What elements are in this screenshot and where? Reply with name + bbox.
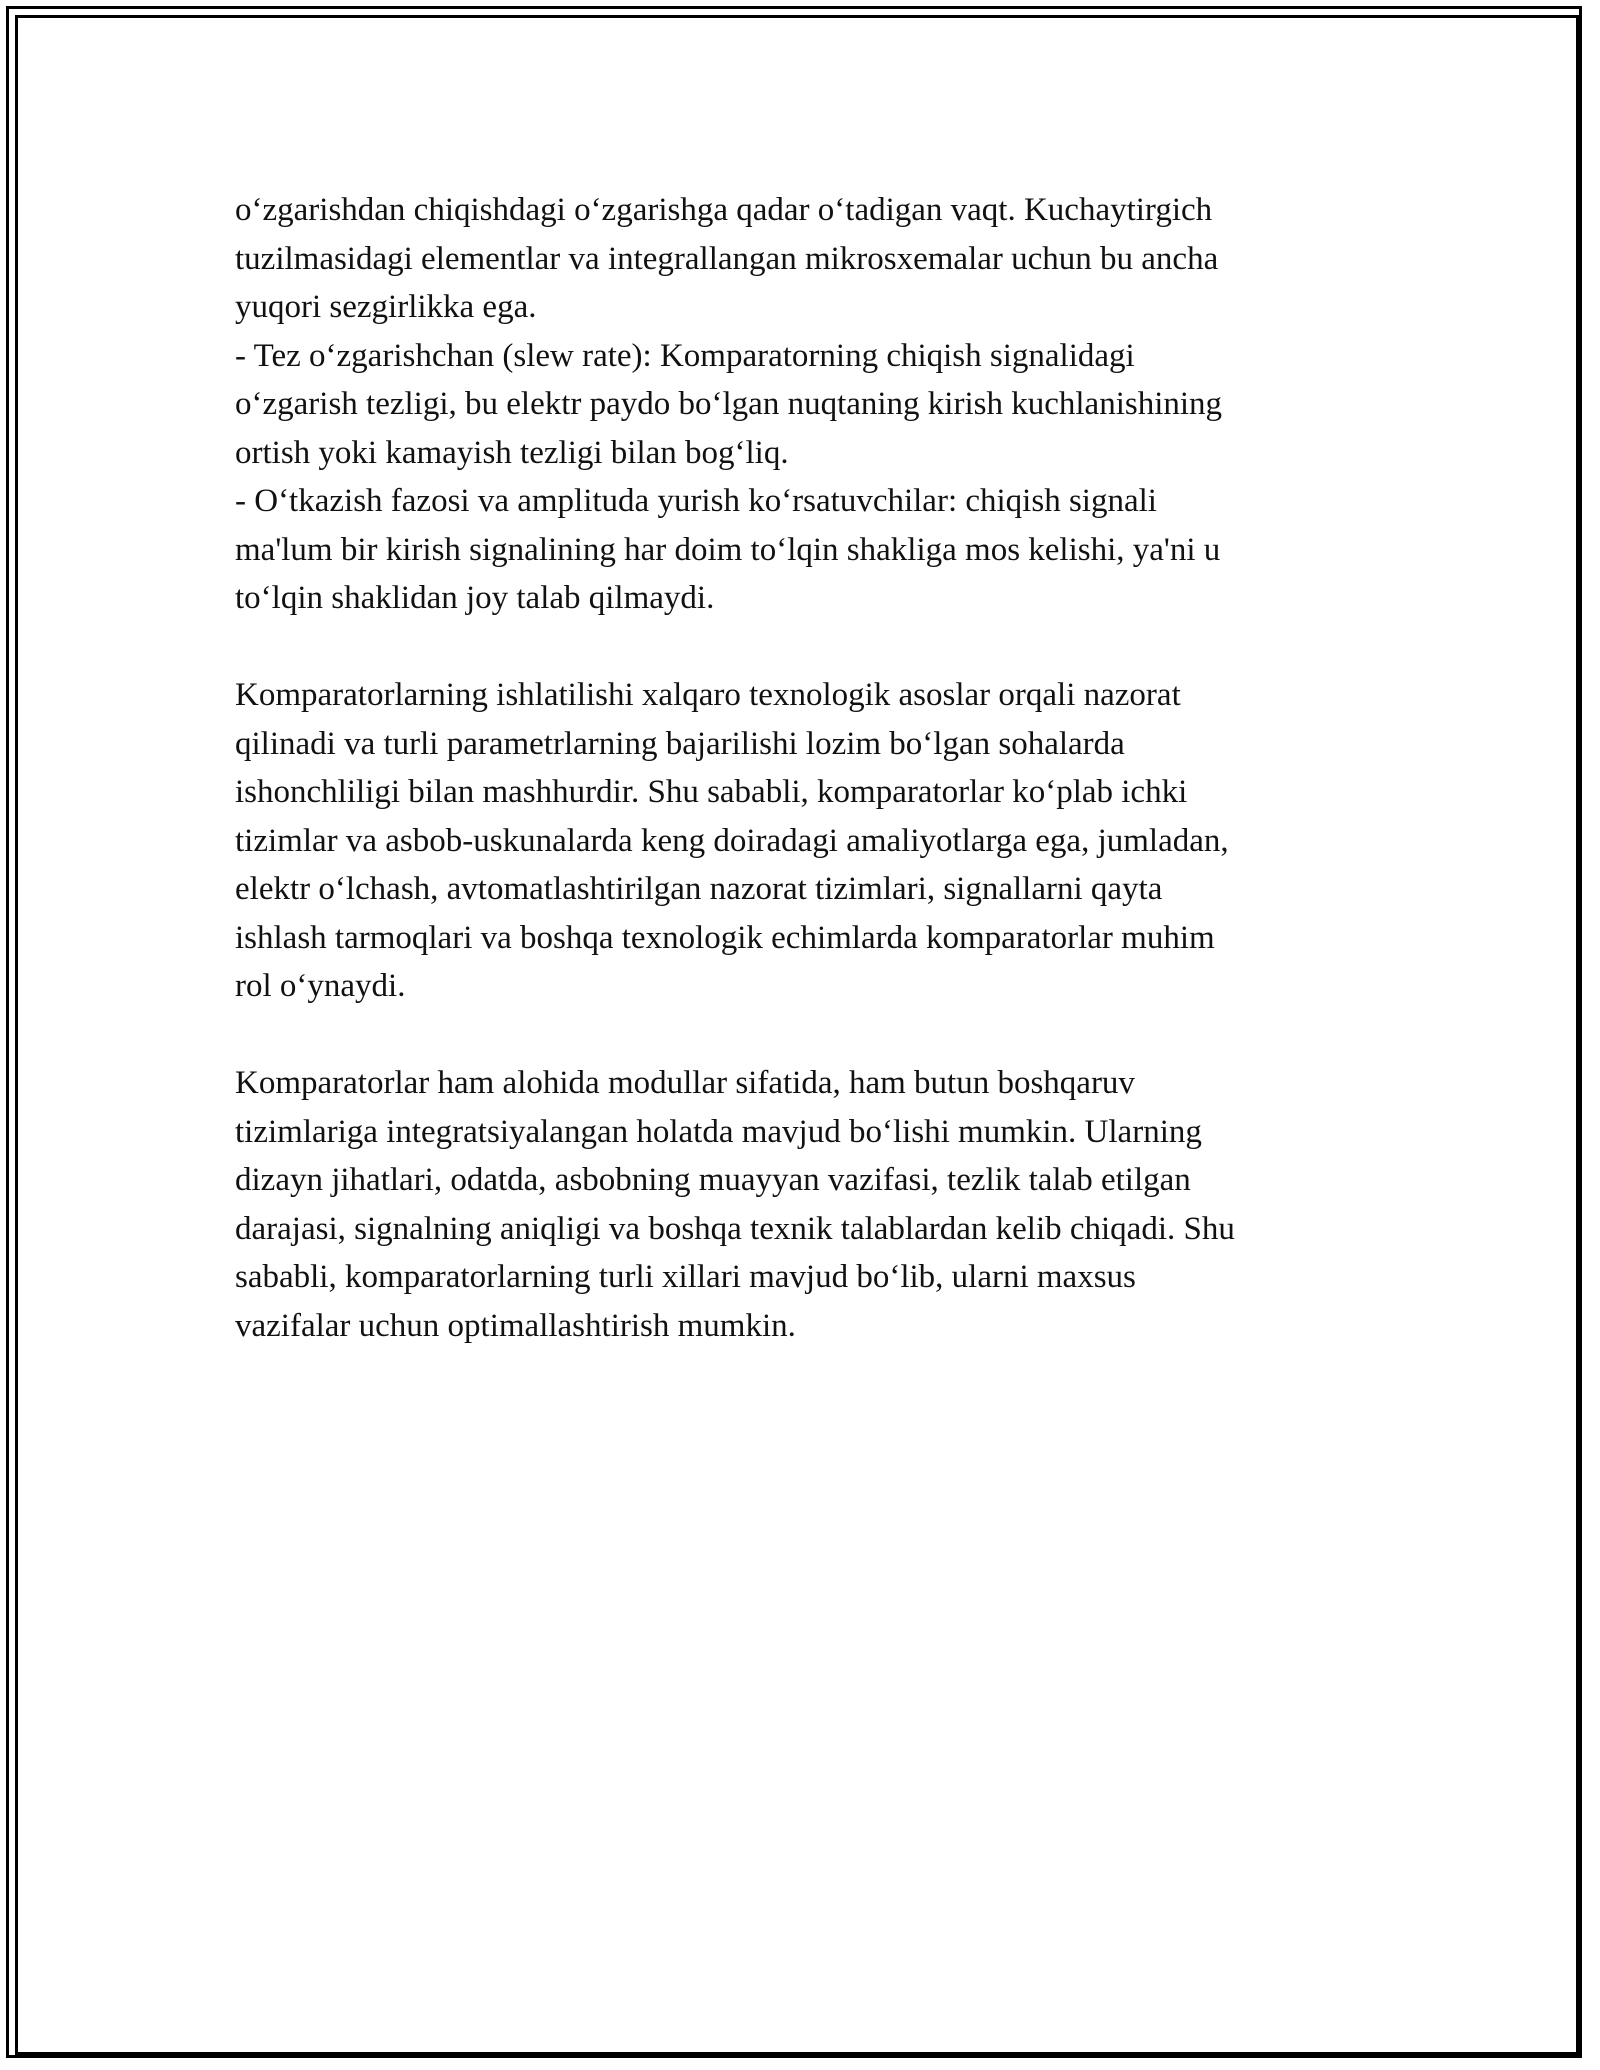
paragraph-1 xyxy=(235,186,1375,623)
text-line: Komparatorlar ham alohida modullar sifatida, ham butun boshqaruv xyxy=(235,1065,1135,1101)
text-line: dizayn jihatlari, odatda, asbobning muayyan vazifasi, tezlik talab etilgan xyxy=(235,1162,1191,1198)
text-line: rol o‘ynaydi. xyxy=(235,968,406,1004)
text-line: qilinadi va turli parametrlarning bajarilishi lozim bo‘lgan sohalarda xyxy=(235,725,1125,762)
text-line: Komparatorlarning ishlatilishi xalqaro texnologik asoslar orqali nazorat xyxy=(235,677,1181,713)
paragraph-spacer xyxy=(235,1011,1375,1060)
text-line: - Tez o‘zgarishchan (slew rate): Komparatorning chiqish signalidagi xyxy=(235,337,1135,374)
text-line: tuzilmasidagi elementlar va integrallangan mikrosxemalar uchun bu ancha xyxy=(235,240,1219,277)
paragraph-2 xyxy=(235,671,1375,1011)
text-line: ishonchliligi bilan mashhurdir. Shu sababli, komparatorlar ko‘plab ichki xyxy=(235,774,1188,810)
text-line: yuqori sezgirlikka ega. xyxy=(235,289,537,325)
text-line: darajasi, signalning aniqligi va boshqa texnik talablardan kelib chiqadi. Shu xyxy=(235,1210,1235,1247)
text-line: vazifalar uchun optimallashtirish mumkin. xyxy=(235,1307,796,1344)
text-line: o‘zgarish tezligi, bu elektr paydo bo‘lgan nuqtaning kirish kuchlanishining xyxy=(235,386,1223,422)
text-line: ishlash tarmoqlari va boshqa texnologik echimlarda komparatorlar muhim xyxy=(235,919,1215,956)
paragraph-3 xyxy=(235,1059,1375,1350)
text-line: sababli, komparatorlarning turli xillari mavjud bo‘lib, ularni maxsus xyxy=(235,1259,1136,1295)
text-line: to‘lqin shaklidan joy talab qilmaydi. xyxy=(235,580,715,616)
text-line: ortish yoki kamayish tezligi bilan bog‘liq. xyxy=(235,434,789,471)
text-line: tizimlariga integratsiyalangan holatda mavjud bo‘lishi mumkin. Ularning xyxy=(235,1113,1202,1150)
text-line: - O‘tkazish fazosi va amplituda yurish ko‘rsatuvchilar: chiqish signali xyxy=(235,483,1157,519)
text-line: tizimlar va asbob-uskunalarda keng doiradagi amaliyotlarga ega, jumladan, xyxy=(235,822,1229,859)
text-line: ma'lum bir kirish signalining har doim to‘lqin shakliga mos kelishi, ya'ni u xyxy=(235,531,1221,568)
text-line: o‘zgarishdan chiqishdagi o‘zgarishga qadar o‘tadigan vaqt. Kuchaytirgich xyxy=(235,192,1213,228)
paragraph-spacer xyxy=(235,623,1375,672)
document-body xyxy=(235,186,1375,1350)
text-line: elektr o‘lchash, avtomatlashtirilgan nazorat tizimlari, signallarni qayta xyxy=(235,871,1163,907)
